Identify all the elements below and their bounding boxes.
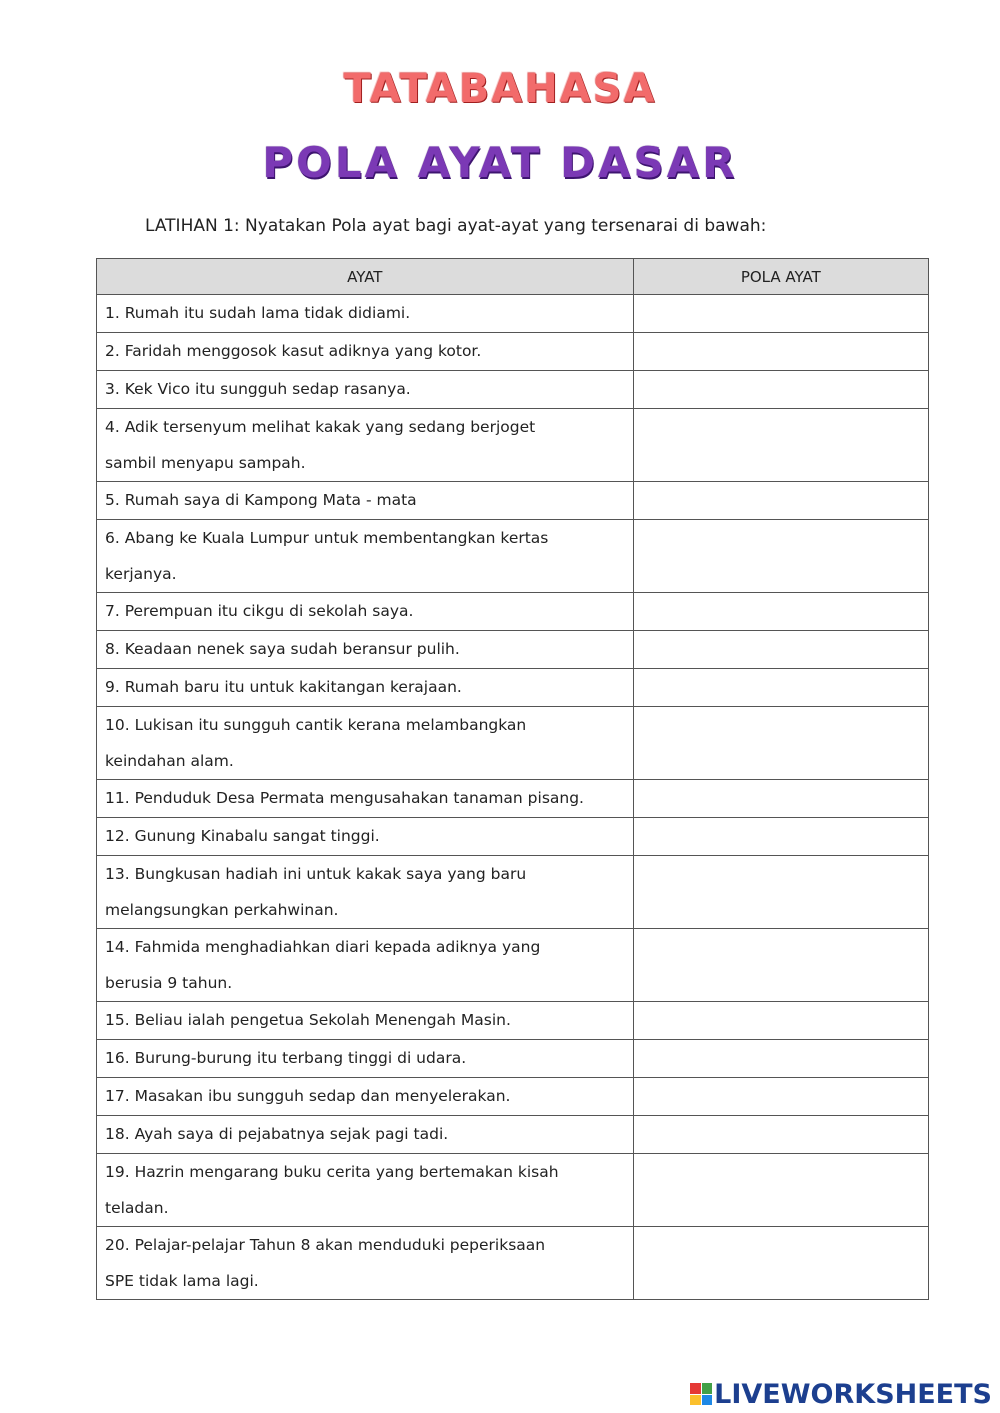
answer-cell[interactable]: [633, 1002, 928, 1040]
sentence-cell: [97, 1116, 634, 1154]
sentence-line: 4. Adik tersenyum melihat kakak yang sedang berjoget: [105, 418, 536, 436]
table-row: [97, 929, 929, 1002]
table-row: [97, 669, 929, 707]
sentence-cell: [97, 631, 634, 669]
sentence-line: 17. Masakan ibu sungguh sedap dan menyelerakan.: [105, 1087, 511, 1105]
sentence-cell: [97, 818, 634, 856]
table-row: [97, 333, 929, 371]
answer-cell[interactable]: [633, 482, 928, 520]
sentence-cell: [97, 1078, 634, 1116]
sentence-cell: [97, 1002, 634, 1040]
answer-cell[interactable]: [633, 409, 928, 482]
answer-cell[interactable]: [633, 1154, 928, 1227]
sentence-line: berusia 9 tahun.: [105, 974, 233, 992]
sentence-cell: [97, 707, 634, 780]
sentence-line: 19. Hazrin mengarang buku cerita yang bertemakan kisah: [105, 1163, 559, 1181]
sentence-line: 8. Keadaan nenek saya sudah beransur pulih.: [105, 640, 460, 658]
exercise-table: [96, 258, 929, 1300]
liveworksheets-logo-icon: [690, 1383, 712, 1405]
table-row: [97, 1002, 929, 1040]
sentence-line: 6. Abang ke Kuala Lumpur untuk membentangkan kertas: [105, 529, 549, 547]
worksheet-subtitle: POLA AYAT DASAR: [262, 138, 738, 187]
sentence-line: teladan.: [105, 1199, 169, 1217]
table-row: [97, 482, 929, 520]
sentence-line: 3. Kek Vico itu sungguh sedap rasanya.: [105, 380, 411, 398]
sentence-cell: [97, 669, 634, 707]
sentence-line: 16. Burung-burung itu terbang tinggi di udara.: [105, 1049, 467, 1067]
table-row: [97, 818, 929, 856]
table-row: [97, 631, 929, 669]
sentence-cell: [97, 295, 634, 333]
answer-cell[interactable]: [633, 929, 928, 1002]
sentence-line: 1. Rumah itu sudah lama tidak didiami.: [105, 304, 411, 322]
column-header-pola-ayat: POLA AYAT: [633, 259, 928, 295]
sentence-line: 12. Gunung Kinabalu sangat tinggi.: [105, 827, 380, 845]
answer-cell[interactable]: [633, 1227, 928, 1300]
answer-cell[interactable]: [633, 295, 928, 333]
answer-cell[interactable]: [633, 1116, 928, 1154]
sentence-line: melangsungkan perkahwinan.: [105, 901, 339, 919]
logo-text: LIVEWORKSHEETS: [714, 1378, 992, 1410]
sentence-cell: [97, 1227, 634, 1300]
table-row: [97, 1154, 929, 1227]
sentence-cell: [97, 520, 634, 593]
answer-cell[interactable]: [633, 818, 928, 856]
liveworksheets-logo[interactable]: [690, 1379, 992, 1409]
sentence-cell: [97, 333, 634, 371]
sentence-cell: [97, 409, 634, 482]
table-row: [97, 409, 929, 482]
answer-cell[interactable]: [633, 1040, 928, 1078]
sentence-cell: [97, 1154, 634, 1227]
table-row: [97, 1040, 929, 1078]
sentence-line: sambil menyapu sampah.: [105, 454, 306, 472]
table-header-row: [97, 259, 929, 295]
answer-cell[interactable]: [633, 333, 928, 371]
sentence-line: 7. Perempuan itu cikgu di sekolah saya.: [105, 602, 414, 620]
logo-square-green: [702, 1383, 713, 1394]
sentence-line: 5. Rumah saya di Kampong Mata - mata: [105, 491, 417, 509]
table-row: [97, 520, 929, 593]
answer-cell[interactable]: [633, 780, 928, 818]
table-row: [97, 371, 929, 409]
sentence-line: 2. Faridah menggosok kasut adiknya yang kotor.: [105, 342, 482, 360]
sentence-line: 15. Beliau ialah pengetua Sekolah Menengah Masin.: [105, 1011, 511, 1029]
column-header-ayat: AYAT: [97, 259, 634, 295]
sentence-cell: [97, 929, 634, 1002]
table-row: [97, 1116, 929, 1154]
sentence-line: 9. Rumah baru itu untuk kakitangan kerajaan.: [105, 678, 462, 696]
sentence-line: 14. Fahmida menghadiahkan diari kepada adiknya yang: [105, 938, 541, 956]
exercise-instruction: LATIHAN 1: Nyatakan Pola ayat bagi ayat-ayat yang tersenarai di bawah:: [145, 216, 767, 236]
answer-cell[interactable]: [633, 669, 928, 707]
sentence-cell: [97, 780, 634, 818]
sentence-cell: [97, 371, 634, 409]
table-row: [97, 1078, 929, 1116]
sentence-line: SPE tidak lama lagi.: [105, 1272, 259, 1290]
table-row: [97, 707, 929, 780]
sentence-cell: [97, 482, 634, 520]
sentence-line: kerjanya.: [105, 565, 177, 583]
answer-cell[interactable]: [633, 631, 928, 669]
answer-cell[interactable]: [633, 593, 928, 631]
answer-cell[interactable]: [633, 1078, 928, 1116]
table-row: [97, 856, 929, 929]
logo-square-yellow: [690, 1395, 701, 1406]
sentence-line: 20. Pelajar-pelajar Tahun 8 akan menduduki peperiksaan: [105, 1236, 546, 1254]
sentence-cell: [97, 1040, 634, 1078]
sentence-line: 18. Ayah saya di pejabatnya sejak pagi tadi.: [105, 1125, 449, 1143]
logo-square-red: [690, 1383, 701, 1394]
table-row: [97, 1227, 929, 1300]
sentence-line: 11. Penduduk Desa Permata mengusahakan tanaman pisang.: [105, 789, 584, 807]
sentence-line: keindahan alam.: [105, 752, 234, 770]
sentence-cell: [97, 856, 634, 929]
logo-square-blue: [702, 1395, 713, 1406]
sentence-cell: [97, 593, 634, 631]
answer-cell[interactable]: [633, 371, 928, 409]
answer-cell[interactable]: [633, 856, 928, 929]
table-row: [97, 295, 929, 333]
answer-cell[interactable]: [633, 520, 928, 593]
table-row: [97, 780, 929, 818]
answer-cell[interactable]: [633, 707, 928, 780]
sentence-line: 10. Lukisan itu sungguh cantik kerana melambangkan: [105, 716, 527, 734]
worksheet-title: TATABAHASA: [343, 66, 657, 112]
table-row: [97, 593, 929, 631]
sentence-line: 13. Bungkusan hadiah ini untuk kakak saya yang baru: [105, 865, 527, 883]
